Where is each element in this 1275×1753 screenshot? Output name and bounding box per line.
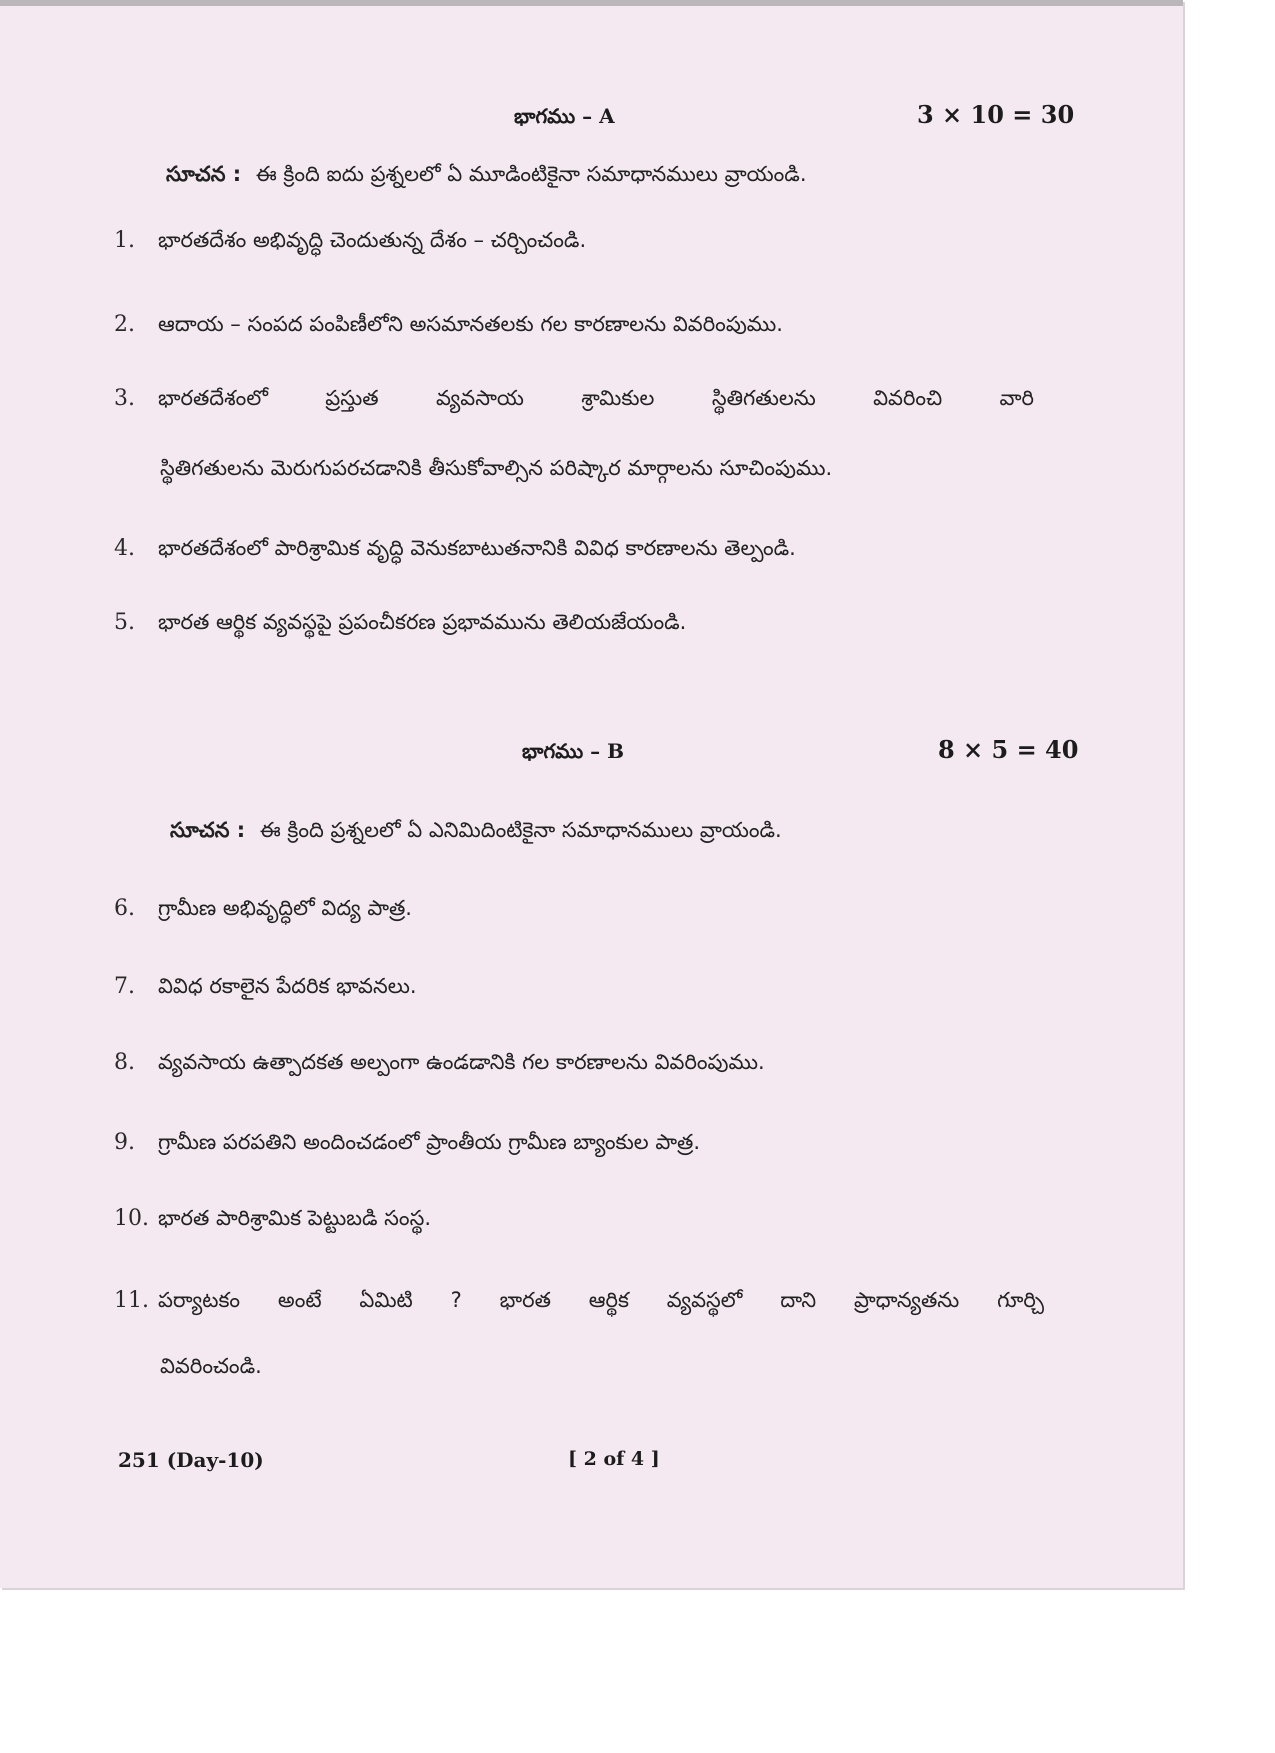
section-a-title: భాగము – A	[514, 104, 615, 128]
question-text: భారత ఆర్థిక వ్యవస్థపై ప్రపంచీకరణ ప్రభావమును తెలియజేయండి.	[158, 610, 687, 634]
section-a-instruction	[166, 162, 807, 192]
question-number: 1.	[114, 228, 135, 253]
instruction-label: సూచన :	[170, 818, 246, 842]
question-1	[114, 228, 586, 258]
question-number: 8.	[114, 1050, 135, 1075]
question-number: 6.	[114, 896, 135, 921]
question-number: 11.	[114, 1288, 149, 1313]
question-number: 4.	[114, 536, 135, 561]
instruction-text: ఈ క్రింది ప్రశ్నలలో ఏ ఎనిమిదింటికైనా సమాధానములు వ్రాయండి.	[259, 818, 782, 842]
question-number: 3.	[114, 386, 135, 411]
instruction-label: సూచన :	[166, 162, 242, 186]
question-text: ఆదాయ – సంపద పంపిణీలోని అసమానతలకు గల కారణాలను వివరింపుము.	[158, 312, 783, 336]
question-11	[114, 1288, 1044, 1318]
paper-code: 251 (Day-10)	[118, 1448, 264, 1472]
question-number: 10.	[114, 1206, 149, 1231]
question-text: భారతదేశం అభివృద్ధి చెందుతున్న దేశం – చర్చించండి.	[158, 228, 587, 252]
question-text: గ్రామీణ అభివృద్ధిలో విద్య పాత్ర.	[158, 896, 412, 920]
section-a-header	[0, 100, 1183, 140]
question-text: భారతదేశంలో ప్రస్తుత వ్యవసాయ శ్రామికుల స్థితిగతులను వివరించి వారి	[158, 386, 1034, 410]
page-number: [ 2 of 4 ]	[568, 1448, 660, 1470]
question-number: 7.	[114, 974, 135, 999]
question-number: 5.	[114, 610, 135, 635]
question-text: పర్యాటకం అంటే ఏమిటి ? భారత ఆర్థిక వ్యవస్థలో దాని ప్రాధాన్యతను గూర్చి	[158, 1288, 1044, 1312]
section-b-marks: 8 × 5 = 40	[938, 735, 1079, 764]
question-3	[114, 386, 1034, 416]
question-10	[114, 1206, 431, 1236]
question-number: 9.	[114, 1130, 135, 1155]
instruction-text: ఈ క్రింది ఐదు ప్రశ్నలలో ఏ మూడింటికైనా సమాధానములు వ్రాయండి.	[255, 162, 807, 186]
question-11-continuation: వివరించండి.	[160, 1354, 262, 1378]
question-text: భారతదేశంలో పారిశ్రామిక వృద్ధి వెనుకబాటుతనానికి వివిధ కారణాలను తెల్పండి.	[158, 536, 796, 560]
section-b-instruction	[170, 818, 782, 848]
question-8	[114, 1050, 765, 1080]
question-text: వ్యవసాయ ఉత్పాదకత అల్పంగా ఉండడానికి గల కారణాలను వివరింపుము.	[158, 1050, 765, 1074]
question-text: వివిధ రకాలైన పేదరిక భావనలు.	[158, 974, 417, 998]
question-number: 2.	[114, 312, 135, 337]
question-7	[114, 974, 417, 1004]
question-2	[114, 312, 783, 342]
question-6	[114, 896, 412, 926]
question-3-continuation: స్థితిగతులను మెరుగుపరచడానికి తీసుకోవాల్సిన పరిష్కార మార్గాలను సూచింపుము.	[160, 456, 833, 480]
question-text: గ్రామీణ పరపతిని అందించడంలో ప్రాంతీయ గ్రామీణ బ్యాంకుల పాత్ర.	[158, 1130, 700, 1154]
question-5	[114, 610, 686, 640]
question-4	[114, 536, 796, 566]
section-a-marks: 3 × 10 = 30	[917, 100, 1075, 129]
question-text: భారత పారిశ్రామిక పెట్టుబడి సంస్థ.	[158, 1206, 431, 1230]
section-b-header	[0, 735, 1183, 775]
question-9	[114, 1130, 700, 1160]
section-b-title: భాగము – B	[522, 739, 625, 763]
